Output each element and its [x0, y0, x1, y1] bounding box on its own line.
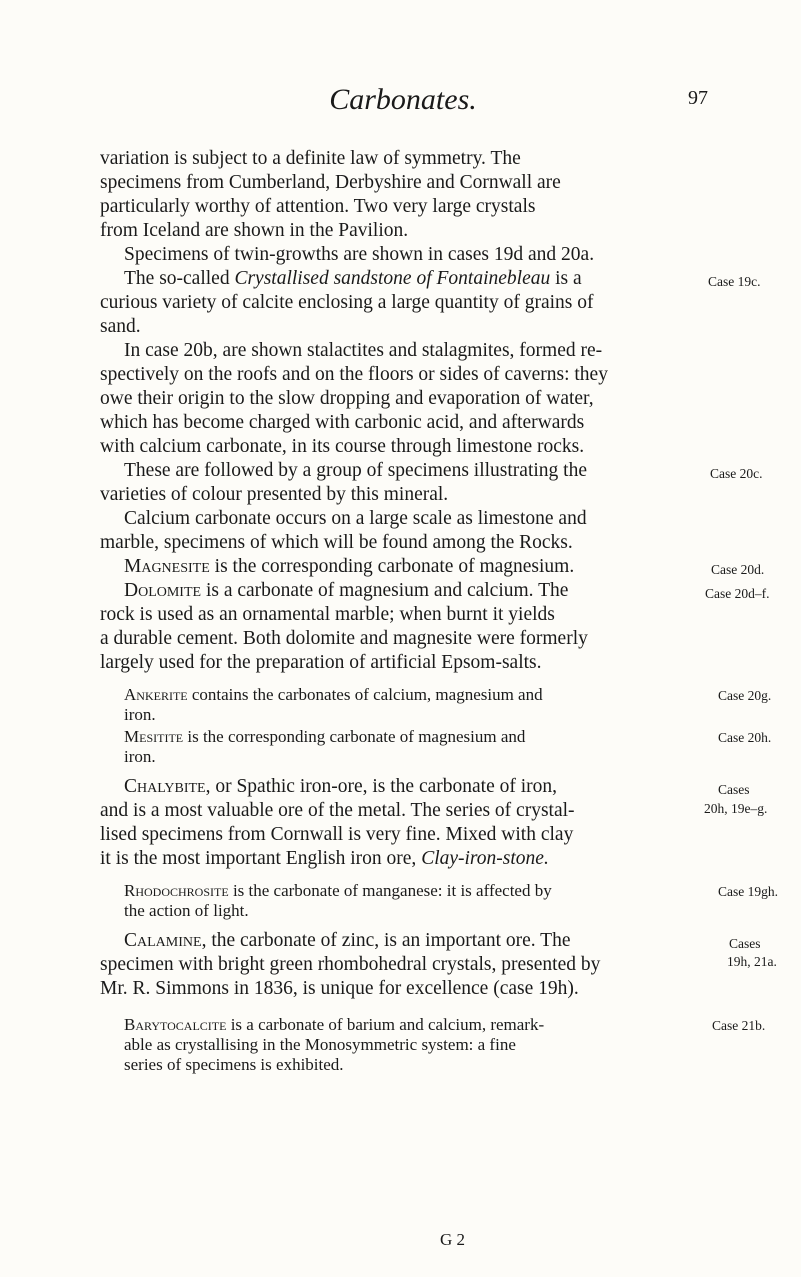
- text-line: Magnesite is the corresponding carbonate of magnesium.: [124, 556, 575, 577]
- text-line: specimen with bright green rhombohedral crystals, presented by: [100, 954, 601, 975]
- text-line: the action of light.: [124, 901, 249, 920]
- text-line: Ankerite contains the carbonates of calcium, magnesium and: [124, 685, 543, 704]
- text-line: and is a most valuable ore of the metal. The series of crystal-: [100, 800, 575, 821]
- text-line: rock is used as an ornamental marble; when burnt it yields: [100, 604, 555, 625]
- mineral-name: Rhodochrosite: [124, 881, 229, 900]
- margin-note: Case 20h.: [718, 730, 772, 745]
- mineral-name: Mesitite: [124, 727, 184, 746]
- text-line: with calcium carbonate, in its course through limestone rocks.: [100, 436, 585, 457]
- margin-note: Cases: [729, 936, 761, 951]
- text-line: sand.: [100, 316, 141, 337]
- text-line: owe their origin to the slow dropping and evaporation of water,: [100, 388, 594, 409]
- text-line: Specimens of twin-growths are shown in cases 19d and 20a.: [124, 244, 595, 265]
- page-number: 97: [688, 87, 708, 109]
- margin-note: Cases: [718, 782, 750, 797]
- text-line: Mesitite is the corresponding carbonate of magnesium and: [124, 727, 526, 746]
- margin-note: 20h, 19e–g.: [704, 801, 768, 816]
- page-header: [98, 83, 708, 119]
- text-line: The so-called Crystallised sandstone of Fontainebleau is a: [124, 268, 582, 289]
- running-title: Carbonates.: [329, 83, 477, 116]
- text-line: iron.: [124, 747, 156, 766]
- margin-note: Case 19gh.: [718, 884, 778, 899]
- margin-note: 19h, 21a.: [727, 954, 777, 969]
- text-line: Mr. R. Simmons in 1836, is unique for excellence (case 19h).: [100, 978, 579, 999]
- text-line: able as crystallising in the Monosymmetric system: a fine: [124, 1035, 516, 1054]
- mineral-name: Chalybite: [124, 776, 206, 797]
- text-line: marble, specimens of which will be found among the Rocks.: [100, 532, 573, 553]
- margin-note: Case 20c.: [710, 466, 763, 481]
- text-line: specimens from Cumberland, Derbyshire and Cornwall are: [100, 172, 561, 193]
- text-line: curious variety of calcite enclosing a large quantity of grains of: [100, 292, 594, 313]
- text-line: it is the most important English iron ore, Clay-iron-stone.: [100, 848, 549, 869]
- text-line: Dolomite is a carbonate of magnesium and calcium. The: [124, 580, 569, 601]
- text-line: Chalybite, or Spathic iron-ore, is the carbonate of iron,: [124, 776, 558, 797]
- text-line: varieties of colour presented by this mineral.: [100, 484, 449, 505]
- text-line: In case 20b, are shown stalactites and stalagmites, formed re-: [124, 340, 603, 361]
- text-line: series of specimens is exhibited.: [124, 1055, 344, 1074]
- text-line: iron.: [124, 705, 156, 724]
- text-line: Calcium carbonate occurs on a large scale as limestone and: [124, 508, 587, 529]
- mineral-name: Dolomite: [124, 580, 202, 601]
- mineral-name: Barytocalcite: [124, 1015, 227, 1034]
- text-line: from Iceland are shown in the Pavilion.: [100, 220, 409, 241]
- text-line: largely used for the preparation of artificial Epsom-salts.: [100, 652, 542, 673]
- margin-note: Case 20g.: [718, 688, 772, 703]
- text-line: These are followed by a group of specimens illustrating the: [124, 460, 587, 481]
- mineral-name: Ankerite: [124, 685, 188, 704]
- margin-note: Case 20d–f.: [705, 586, 770, 601]
- mineral-name: Magnesite: [124, 556, 210, 577]
- text-line: which has become charged with carbonic acid, and afterwards: [100, 412, 585, 433]
- text-line: Calamine, the carbonate of zinc, is an important ore. The: [124, 930, 571, 951]
- mineral-name: Calamine: [124, 930, 202, 951]
- text-line: variation is subject to a definite law of symmetry. The: [100, 148, 521, 169]
- margin-note: Case 20d.: [711, 562, 765, 577]
- text-line: Barytocalcite is a carbonate of barium and calcium, remark-: [124, 1015, 545, 1034]
- text-line: lised specimens from Cornwall is very fine. Mixed with clay: [100, 824, 574, 845]
- italic-term: Clay-iron-stone.: [421, 848, 549, 869]
- margin-note: Case 21b.: [712, 1018, 766, 1033]
- margin-note: Case 19c.: [708, 274, 761, 289]
- italic-term: Crystallised sandstone of Fontainebleau: [234, 268, 551, 289]
- text-line: particularly worthy of attention. Two very large crystals: [100, 196, 536, 217]
- text-line: a durable cement. Both dolomite and magnesite were formerly: [100, 628, 588, 649]
- text-line: spectively on the roofs and on the floors or sides of caverns: they: [100, 364, 608, 385]
- signature-mark: G 2: [440, 1230, 466, 1249]
- text-line: Rhodochrosite is the carbonate of manganese: it is affected by: [124, 881, 552, 900]
